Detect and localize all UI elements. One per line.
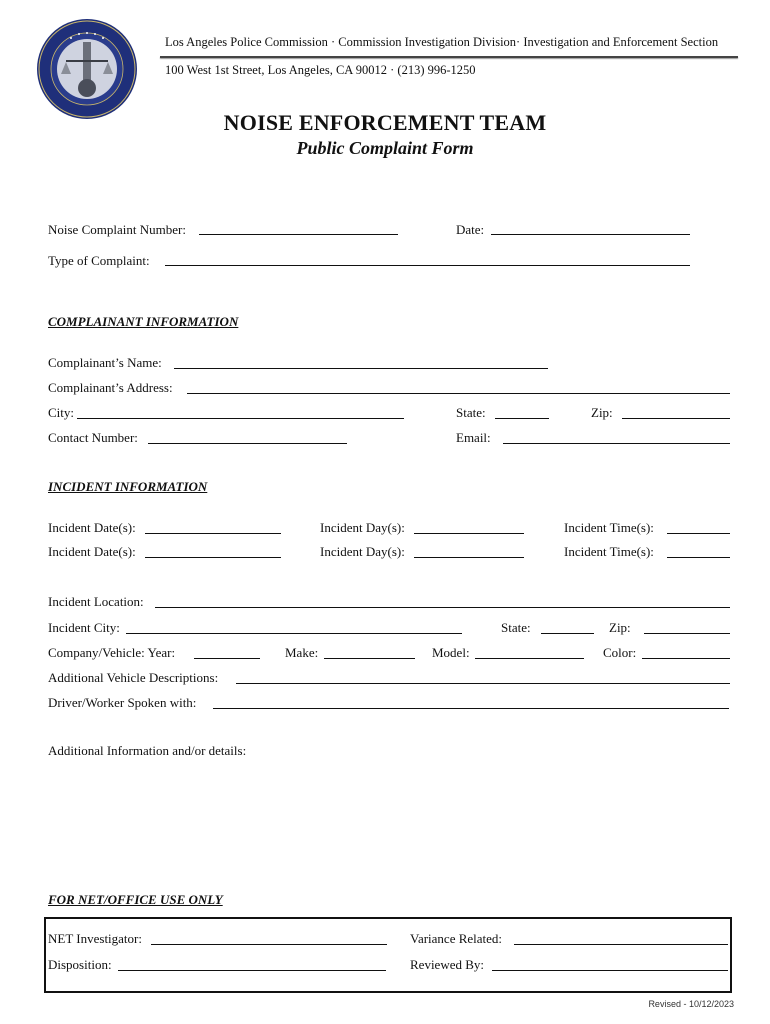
complaint-type-label: Type of Complaint: (48, 253, 150, 268)
zip-field[interactable] (622, 418, 730, 419)
net-investigator-field[interactable] (151, 944, 387, 945)
complainant-address-field[interactable] (187, 393, 730, 394)
contact-number-label: Contact Number: (48, 430, 138, 445)
incident-time-field-2[interactable] (667, 557, 730, 558)
disposition-label: Disposition: (48, 957, 112, 972)
email-field[interactable] (503, 443, 730, 444)
vehicle-color-label: Color: (603, 645, 637, 660)
driver-worker-label: Driver/Worker Spoken with: (48, 695, 197, 710)
incident-time-label-1: Incident Time(s): (564, 520, 654, 535)
office-use-box (44, 917, 732, 993)
vehicle-description-field[interactable] (236, 683, 730, 684)
zip-label: Zip: (591, 405, 613, 420)
additional-info-label: Additional Information and/or details: (48, 743, 247, 758)
email-label: Email: (456, 430, 491, 445)
reviewed-by-label: Reviewed By: (410, 957, 485, 972)
reviewed-by-field[interactable] (492, 970, 728, 971)
incident-time-label-2: Incident Time(s): (564, 544, 654, 559)
incident-location-label: Incident Location: (48, 594, 144, 609)
vehicle-color-field[interactable] (642, 658, 730, 659)
revision-date: Revised - 10/12/2023 (648, 999, 734, 1009)
vehicle-make-field[interactable] (324, 658, 415, 659)
complainant-name-label: Complainant’s Name: (48, 355, 162, 370)
form-title: NOISE ENFORCEMENT TEAM (223, 110, 547, 135)
complaint-number-field[interactable] (199, 234, 398, 235)
state-field[interactable] (495, 418, 549, 419)
incident-date-field-1[interactable] (145, 533, 281, 534)
incident-state-label: State: (501, 620, 531, 635)
state-label: State: (456, 405, 486, 420)
incident-day-label-2: Incident Day(s): (320, 544, 405, 559)
lapd-seal-logo (36, 18, 138, 120)
complainant-name-field[interactable] (174, 368, 548, 369)
incident-zip-field[interactable] (644, 633, 730, 634)
complainant-address-label: Complainant’s Address: (48, 380, 173, 395)
agency-line: Los Angeles Police Commission · Commission Investigation Division· Investigation and Enforcement Section (165, 35, 719, 49)
city-label: City: (48, 405, 75, 420)
incident-date-label-2: Incident Date(s): (48, 544, 136, 559)
contact-number-field[interactable] (148, 443, 347, 444)
vehicle-make-label: Make: (285, 645, 319, 660)
header-rule (160, 56, 738, 58)
incident-city-field[interactable] (126, 633, 462, 634)
date-field[interactable] (491, 234, 690, 235)
incident-location-field[interactable] (155, 607, 730, 608)
driver-worker-field[interactable] (213, 708, 729, 709)
incident-city-label: Incident City: (48, 620, 120, 635)
incident-day-label-1: Incident Day(s): (320, 520, 405, 535)
variance-related-field[interactable] (514, 944, 728, 945)
incident-time-field-1[interactable] (667, 533, 730, 534)
incident-heading: INCIDENT INFORMATION (48, 479, 208, 494)
incident-day-field-2[interactable] (414, 557, 524, 558)
complaint-type-field[interactable] (165, 265, 690, 266)
additional-info-area[interactable] (48, 762, 730, 882)
incident-date-field-2[interactable] (145, 557, 281, 558)
vehicle-model-label: Model: (432, 645, 470, 660)
office-use-heading: FOR NET/OFFICE USE ONLY (48, 892, 223, 907)
vehicle-description-label: Additional Vehicle Descriptions: (48, 670, 219, 685)
complaint-number-label: Noise Complaint Number: (48, 222, 186, 237)
vehicle-year-label: Company/Vehicle: Year: (48, 645, 176, 660)
net-investigator-label: NET Investigator: (48, 931, 142, 946)
vehicle-model-field[interactable] (475, 658, 584, 659)
complainant-heading: COMPLAINANT INFORMATION (48, 314, 239, 329)
form-subtitle: Public Complaint Form (296, 138, 474, 158)
city-field[interactable] (77, 418, 404, 419)
incident-day-field-1[interactable] (414, 533, 524, 534)
date-label: Date: (456, 222, 485, 237)
address-line: 100 West 1st Street, Los Angeles, CA 90012 · (213) 996-1250 (165, 63, 476, 77)
incident-state-field[interactable] (541, 633, 594, 634)
disposition-field[interactable] (118, 970, 386, 971)
incident-zip-label: Zip: (609, 620, 631, 635)
incident-date-label-1: Incident Date(s): (48, 520, 136, 535)
variance-related-label: Variance Related: (410, 931, 503, 946)
vehicle-year-field[interactable] (194, 658, 260, 659)
